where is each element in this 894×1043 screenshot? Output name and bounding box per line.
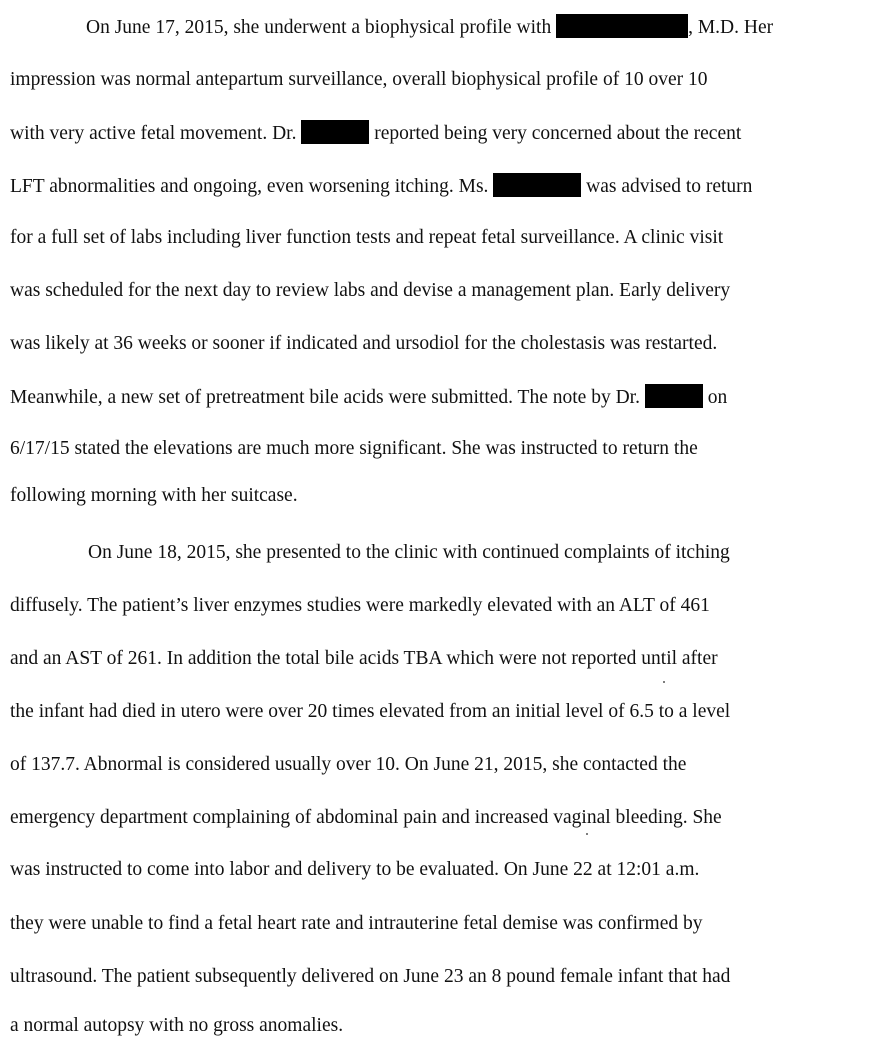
redaction-block [645,384,703,408]
paragraph-1-line-8 [10,384,727,410]
text-segment: Meanwhile, a new set of pretreatment bile acids were submitted. The note by Dr. [10,387,640,408]
paragraph-1-line-4 [10,173,752,199]
text-segment: reported being very concerned about the recent [374,123,742,144]
paragraph-1-line-5 [10,226,723,250]
paragraph-1-line-10 [10,484,298,508]
text-segment: impression was normal antepartum surveillance, overall biophysical profile of 10 over 10 [10,69,708,90]
text-segment: On June 17, 2015, she underwent a biophysical profile with [86,17,552,38]
scan-speck [586,833,588,835]
redaction-block [493,173,581,197]
text-segment: diffusely. The patient’s liver enzymes studies were markedly elevated with an ALT of 461 [10,595,710,616]
text-segment: ultrasound. The patient subsequently delivered on June 23 an 8 pound female infant that had [10,966,731,987]
text-segment: 6/17/15 stated the elevations are much more significant. She was instructed to return the [10,438,698,459]
text-segment: was advised to return [586,176,753,197]
text-segment: , M.D. Her [688,17,774,38]
paragraph-1-line-7 [10,332,717,356]
paragraph-2-line-9 [10,965,730,989]
text-segment: was likely at 36 weeks or sooner if indicated and ursodiol for the cholestasis was restarted. [10,333,718,354]
paragraph-2-line-2 [10,594,710,618]
paragraph-2-line-7 [10,858,699,882]
scan-speck [663,681,665,683]
text-segment: the infant had died in utero were over 20 times elevated from an initial level of 6.5 to a level [10,701,731,722]
text-segment: emergency department complaining of abdominal pain and increased vaginal bleeding. She [10,807,722,828]
text-segment: for a full set of labs including liver function tests and repeat fetal surveillance. A clinic visit [10,227,724,248]
text-segment: a normal autopsy with no gross anomalies. [10,1015,344,1036]
paragraph-1-line-2 [10,68,707,92]
paragraph-2-line-1 [88,541,730,565]
text-segment: On June 18, 2015, she presented to the clinic with continued complaints of itching [88,542,730,563]
text-segment: and an AST of 261. In addition the total bile acids TBA which were not reported until after [10,648,718,669]
text-segment: following morning with her suitcase. [10,485,298,506]
text-segment: of 137.7. Abnormal is considered usually over 10. On June 21, 2015, she contacted the [10,754,687,775]
redaction-block [301,120,369,144]
paragraph-2-line-4 [10,700,730,724]
redaction-block [556,14,688,38]
paragraph-2-line-6 [10,806,722,830]
paragraph-2-line-10 [10,1014,343,1038]
paragraph-1-line-9 [10,437,698,461]
text-segment: they were unable to find a fetal heart rate and intrauterine fetal demise was confirmed by [10,913,703,934]
text-segment: with very active fetal movement. Dr. [10,123,297,144]
paragraph-2-line-3 [10,647,718,671]
paragraph-1-line-1 [86,14,773,40]
text-segment: was instructed to come into labor and delivery to be evaluated. On June 22 at 12:01 a.m. [10,859,700,880]
text-segment: LFT abnormalities and ongoing, even worsening itching. Ms. [10,176,489,197]
text-segment: on [707,387,728,408]
text-segment: was scheduled for the next day to review labs and devise a management plan. Early delivery [10,280,731,301]
paragraph-2-line-8 [10,912,703,936]
paragraph-1-line-3 [10,120,741,146]
paragraph-1-line-6 [10,279,730,303]
paragraph-2-line-5 [10,753,686,777]
